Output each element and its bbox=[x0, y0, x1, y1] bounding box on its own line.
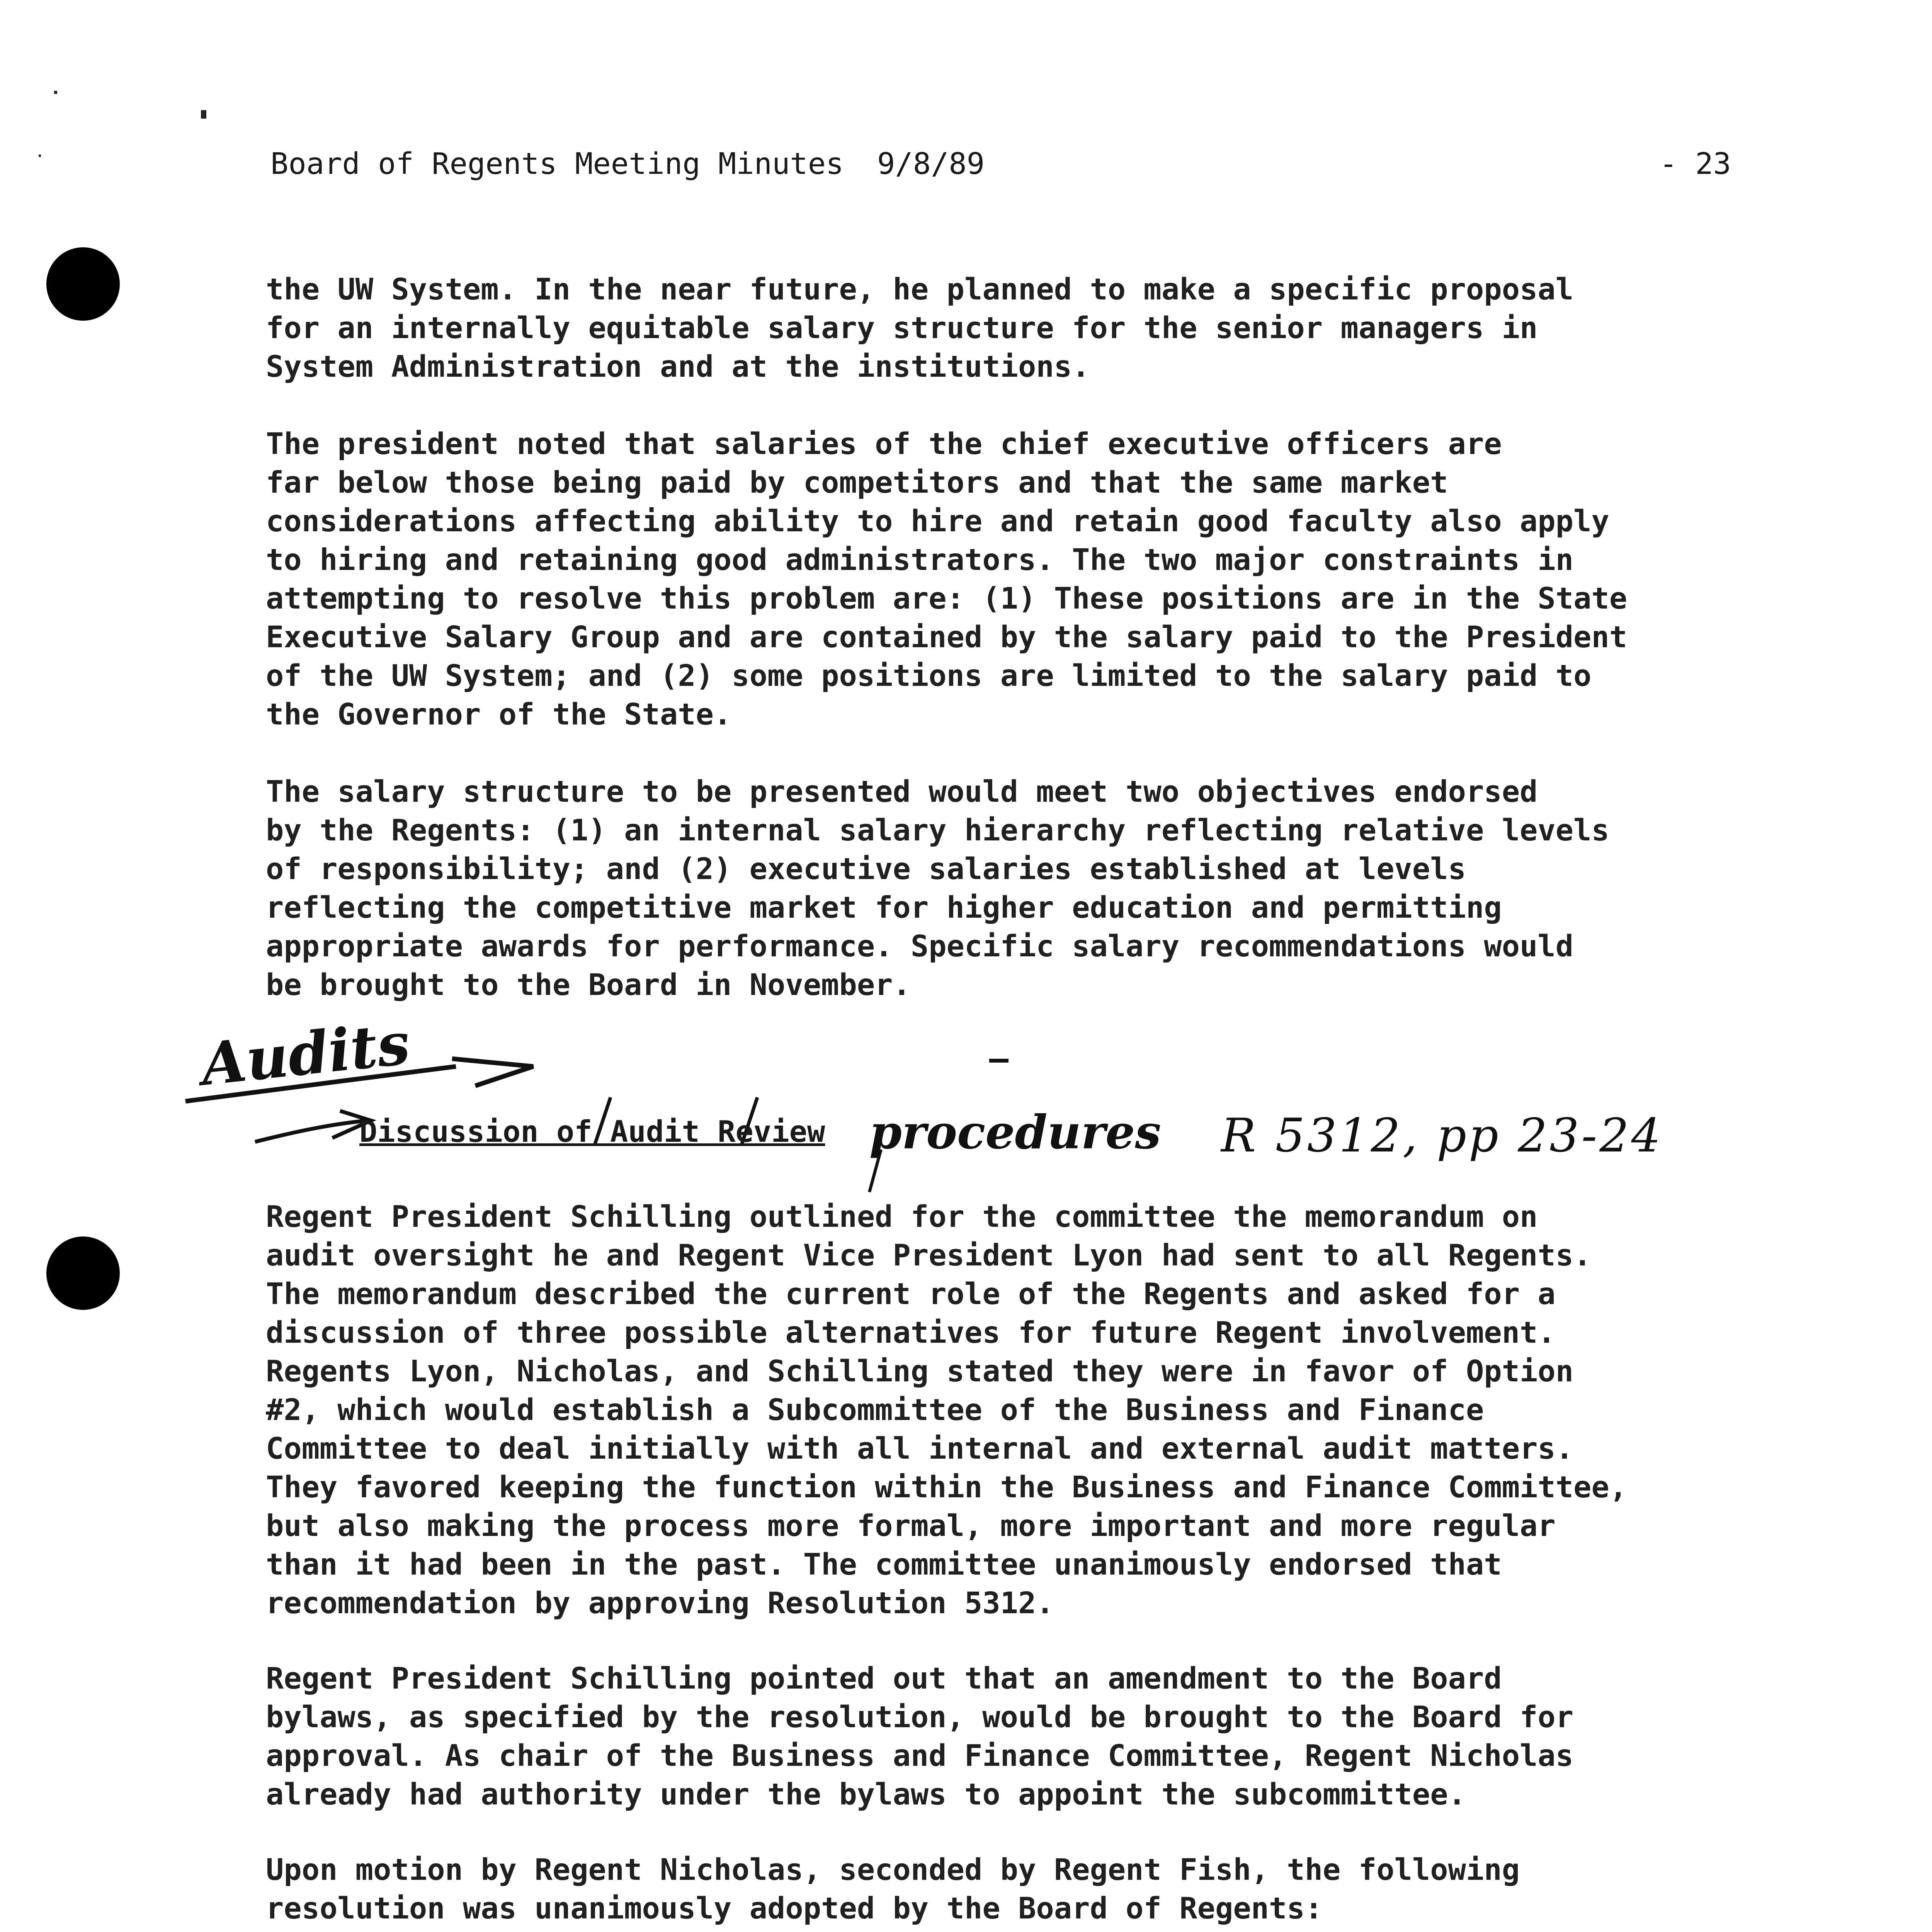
paragraph-continuation: the UW System. In the near future, he planned to make a specific proposal for an internally equitable salary structure for the senior managers in System Administration and at the institutions. bbox=[266, 272, 1574, 384]
handwritten-margin-note: Audits bbox=[198, 1009, 413, 1099]
header-title: Board of Regents Meeting Minutes bbox=[270, 147, 844, 181]
handwritten-heading-addition: procedures bbox=[869, 1105, 1161, 1160]
margin-note-arrowhead bbox=[452, 1059, 533, 1086]
section-heading: Discussion of Audit Review bbox=[359, 1115, 825, 1149]
header-date: 9/8/89 bbox=[877, 147, 985, 181]
paragraph-salary-structure: The salary structure to be presented would meet two objectives endorsed by the Regents: (1) an internal salary hierarchy reflecting relative levels of responsibility; and (2) executive salaries established at levels reflecting the competitive market for higher education and permitting appropriate awards for performance. Specific salary recommendations would be brought to the Board in November. bbox=[266, 775, 1609, 1002]
handwritten-reference: R 5312, pp 23-24 bbox=[1221, 1109, 1663, 1163]
paragraph-audit-discussion: Regent President Schilling outlined for the committee the memorandum on audit oversight he and Regent Vice President Lyon had sent to all Regents. The memorandum described the current role of the Regents and asked for a discussion of three possible alternatives for future Regent involvement. Regents Lyon, Nicholas, and Schilling stated they were in favor of Option #2, which would establish a Subcommittee of the Business and Finance Committee to deal initially with all internal and external audit matters. They favored keeping the function within the Business and Finance Committee, but also making the process more formal, more important and more regular than it had been in the past. The committee unanimously endorsed that recommendation by approving Resolution 5312. bbox=[266, 1200, 1628, 1621]
page-number: - 23 bbox=[1659, 147, 1731, 181]
paragraph-motion: Upon motion by Regent Nicholas, seconded by Regent Fish, the following resolution was unanimously adopted by the Board of Regents: bbox=[266, 1853, 1520, 1926]
paragraph-bylaws-amendment: Regent President Schilling pointed out that an amendment to the Board bylaws, as specified by the resolution, would be brought to the Board for approval. As chair of the Business and Finance Committee, Regent Nicholas already had authority under the bylaws to appoint the subcommittee. bbox=[266, 1662, 1574, 1812]
margin-note-underline bbox=[185, 1066, 456, 1101]
paragraph-salaries: The president noted that salaries of the chief executive officers are far below those being paid by competitors and that the same market considerations affecting ability to hire and retain good faculty also apply to hiring and retaining good administrators. The two major constraints in attempting to resolve this problem are: (1) These positions are in the State Executive Salary Group and are contained by the salary paid to the President of the UW System; and (2) some positions are limited to the salary paid to the Governor of the State. bbox=[266, 427, 1628, 732]
